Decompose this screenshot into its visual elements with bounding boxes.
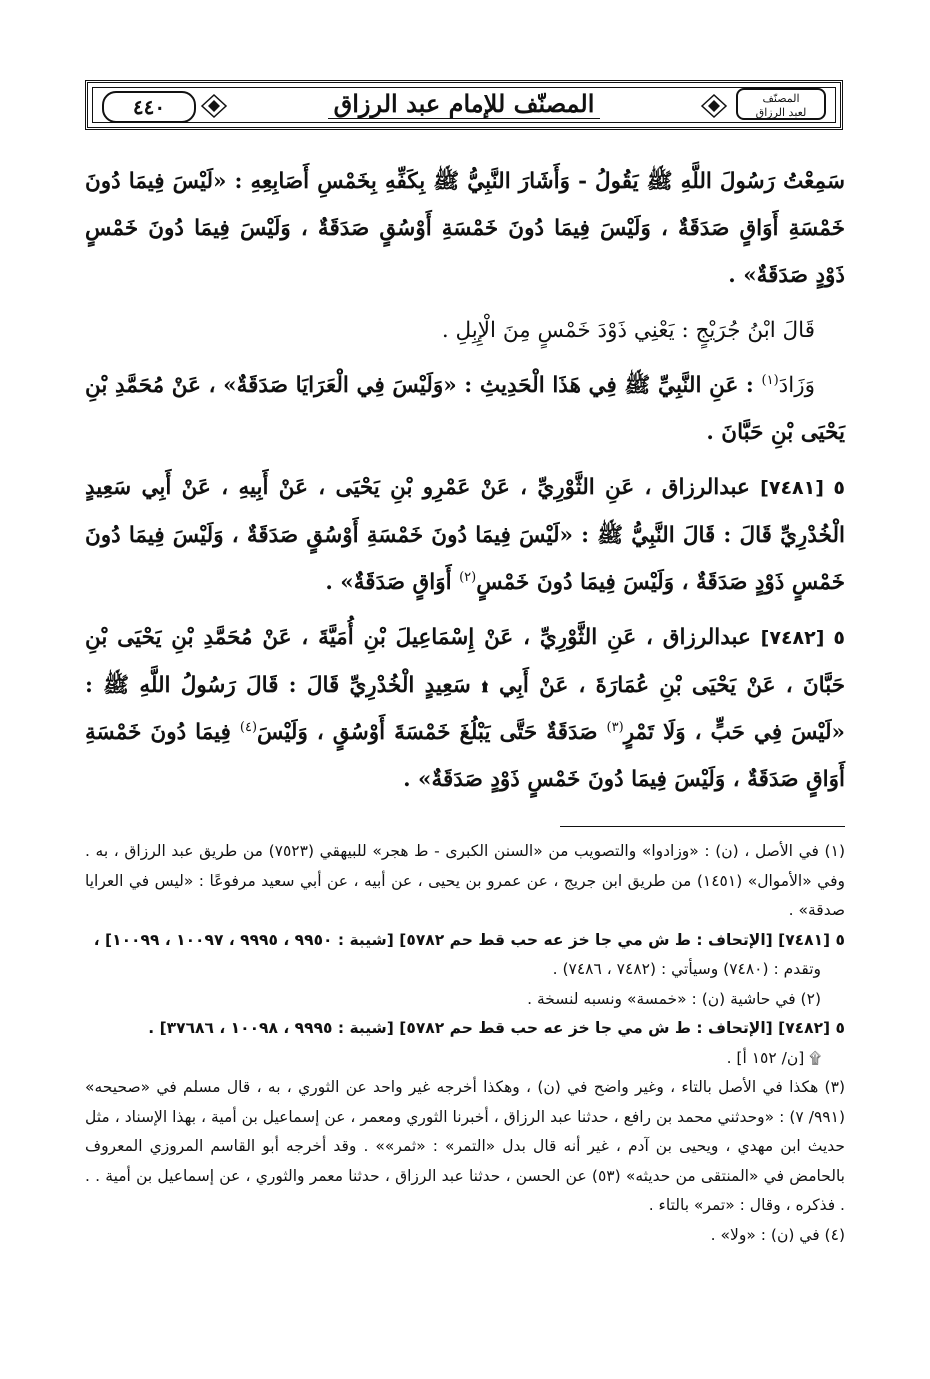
seal-line: المصنّف	[762, 92, 800, 105]
footnote-4: (٤) في (ن) : «ولا» .	[710, 1225, 845, 1244]
hadith-number: ٥ [٧٤٨٢]	[760, 627, 845, 649]
footnote-ref: (٣)	[606, 719, 624, 735]
footnote-divider	[560, 826, 845, 827]
footnote-ref: (٤)	[239, 719, 258, 735]
ornament-icon	[700, 93, 728, 119]
paragraph: سَمِعْتُ رَسُولَ اللَّهِ ﷺ يَقُولُ - وَأَشَارَ النَّبِيُّ ﷺ بِكَفِّهِ بِخَمْسِ أَصَابِعِهِ : «لَيْسَ فِيمَا دُونَ خَمْسَةِ أَوَاقٍ صَدَقَةٌ ، وَلَيْسَ فِيمَا دُونَ خَمْسَةِ أَوْسُقٍ صَدَقَةٌ ، وَلَيْسَ فِيمَا دُونَ خَمْسٍ ذَوْدٍ صَدَقَةٌ» .	[85, 169, 845, 288]
takhrij-7481: ٥ [٧٤٨١] [الإتحاف : ط ش مي جا خز عه حب قط حم ٥٧٨٢] [شيبة : ٩٩٥٠ ، ٩٩٩٥ ، ١٠٠٩٧ ، ١٠٠٩٩] ،	[93, 930, 845, 949]
footnote-ref: (٢)	[459, 569, 477, 585]
manuscript-marker: ۩ [ن/ ١٥٢ أ] .	[726, 1048, 821, 1067]
seal-line: لعبد الرزاق	[755, 106, 807, 119]
footnote-3: (٣) هكذا في الأصل بالتاء ، وغير واضح في (ن) ، وهكذا أخرجه غير واحد عن الثوري ، به ، قال مسلم في «صحيحه» (٩٩١/ ٧) : «وحدثني محمد بن رافع ، حدثنا عبد الرزاق ، أخبرنا الثوري ومعمر ، عن إسماعيل بن أمية ، بهذا الإسناد ، مثل حديث ابن مهدي ، ويحيى بن آدم ، غير أنه قال بدل «التمر» : «ثمر»» . وقد أخرجه أبو القاسم المروزي المعروف بالحامض في «المنتقى من حديثه» (٥٣) عن الحسن ، حدثنا عبد الرزاق ، حدثنا معمر والثوري ، عن إسماعيل بن أمية . . . فذكره ، وقال : «تمر» بالتاء .	[85, 1078, 846, 1214]
hadith-number: ٥ [٧٤٨١]	[760, 477, 845, 499]
ornament-icon	[200, 93, 228, 119]
page-number: ٤٤٠	[102, 91, 196, 123]
hadith-7481: ٥ [٧٤٨١] عبدالرزاق ، عَنِ الثَّوْرِيِّ ، عَنْ عَمْرِو بْنِ يَحْيَى ، عَنْ أَبِيهِ ، عَنْ أَبِي سَعِيدٍ الْخُدْرِيِّ قَالَ : قَالَ النَّبِيُّ ﷺ : «لَيْسَ فِيمَا دُونَ خَمْسَةِ أَوْسُقٍ صَدَقَةٌ ، وَلَيْسَ فِيمَا دُونَ خَمْسٍ ذَوْدٍ صَدَقَةٌ ، وَلَيْسَ فِيمَا دُونَ خَمْسٍ$^{(٢)}$ أَوَاقٍ صَدَقَةٌ» .	[85, 475, 845, 595]
footnote-ref: (١)	[761, 372, 779, 388]
footnotes	[85, 837, 845, 1250]
book-title: المصنّف للإمام عبد الرزاق	[228, 87, 700, 123]
main-text	[85, 158, 845, 811]
hadith-7482: ٥ [٧٤٨٢] عبدالرزاق ، عَنِ الثَّوْرِيِّ ، عَنْ إِسْمَاعِيلَ بْنِ أُمَيَّةَ ، عَنْ مُحَمَّدِ بْنِ يَحْيَى بْنِ حَبَّانَ ، عَنْ يَحْيَى بْنِ عُمَارَةَ ، عَنْ أَبِي ۩ سَعِيدٍ الْخُدْرِيِّ قَالَ : قَالَ رَسُولُ اللَّهِ ﷺ : «لَيْسَ فِي حَبٍّ ، وَلَا تَمْرٍ$^{(٣)}$ صَدَقَةٌ حَتَّى يَبْلُغَ خَمْسَةَ أَوْسُقٍ ، وَلَيْسَ$^{(٤)}$ فِيمَا دُونَ خَمْسَةِ أَوَاقٍ صَدَقَةٌ ، وَلَيْسَ فِيمَا دُونَ خَمْسٍ ذَوْدٍ صَدَقَةٌ» .	[85, 625, 845, 792]
book-seal	[736, 88, 826, 120]
takhrij-7482: ٥ [٧٤٨٢] [الإتحاف : ط ش مي جا خز عه حب قط حم ٥٧٨٢] [شيبة : ٩٩٩٥ ، ١٠٠٩٨ ، ٣٧٦٨٦] .	[148, 1019, 845, 1037]
footnote-2: (٢) في حاشية (ن) : «خمسة» ونسبه لنسخة .	[527, 989, 821, 1008]
paragraph: قَالَ ابْنُ جُرَيْجٍ : يَعْنِي ذَوْدَ خَمْسٍ مِنَ الْإِبِلِ .	[441, 318, 815, 343]
takhrij-7481-cont: وتقدم : (٧٤٨٠) وسيأتي : (٧٤٨٢ ، ٧٤٨٦) .	[552, 960, 821, 978]
paragraph: وَزَادَ$^{(١)}$ : عَنِ النَّبِيِّ ﷺ فِي هَذَا الْحَدِيثِ : «وَلَيْسَ فِي الْعَرَايَا صَدَقَةٌ» ، عَنْ مُحَمَّدِ بْنِ يَحْيَى بْنِ حَبَّانَ .	[85, 372, 845, 445]
page-header	[85, 80, 843, 130]
footnote-1: (١) في الأصل ، (ن) : «وزادوا» والتصويب من «السنن الكبرى - ط هجر» للبيهقي (٧٥٢٣) من طريق عبد الرزاق ، به . وفي «الأموال» (١٤٥١) من طريق ابن جريج ، عن عمرو بن يحيى ، عن أبيه ، عن أبي سعيد مرفوعًا : «ليس في العرايا صدقة» .	[85, 842, 845, 919]
